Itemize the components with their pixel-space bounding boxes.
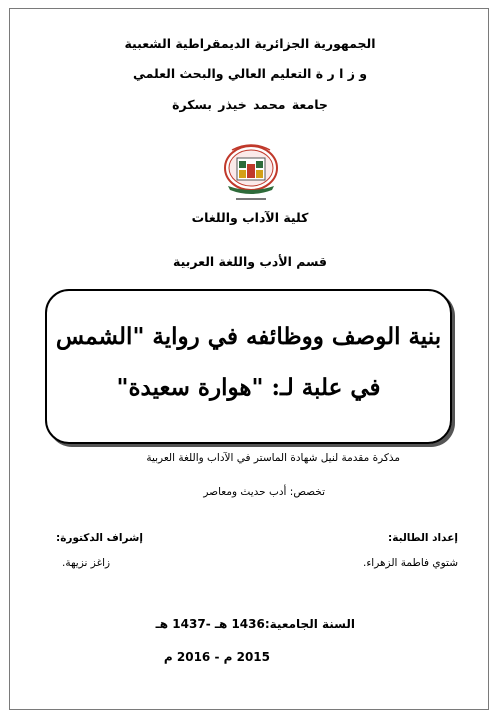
thesis-title-line2: في علبة لـ: "هوارة سعيدة" xyxy=(116,374,381,401)
republic-heading: الجمهورية الجزائرية الديمقراطية الشعبية xyxy=(124,36,376,51)
ministry-heading: و ز ا ر ة التعليم العالي والبحث العلمي xyxy=(132,66,368,81)
university-heading: جامعة محمد خيذر بسكرة xyxy=(172,97,328,112)
department-heading: قسم الأدب واللغة العربية xyxy=(172,254,327,269)
supervisor-name: زاغز نزيهة. xyxy=(62,557,111,569)
memo-specialty: تخصص: أدب حديث ومعاصر xyxy=(203,486,325,498)
academic-year-gregorian: 2015 م - 2016 م xyxy=(163,650,270,664)
supervisor-label: إشراف الدكتورة: xyxy=(56,532,143,544)
prepared-by-label: إعداد الطالبة: xyxy=(388,532,458,544)
thesis-title-box xyxy=(45,289,452,444)
prepared-by-name: شتوي فاطمة الزهراء. xyxy=(363,557,458,569)
academic-year-hijri: السنة الجامعية:1436 هـ -1437 هـ xyxy=(155,617,355,631)
faculty-heading: كلية الآداب واللغات xyxy=(191,210,309,225)
university-emblem-icon xyxy=(206,136,296,208)
memo-description: مذكرة مقدمة لنيل شهادة الماستر في الآداب واللغة العربية xyxy=(146,452,400,464)
thesis-title-line1: بنية الوصف ووظائفه في رواية "الشمس xyxy=(55,323,442,350)
